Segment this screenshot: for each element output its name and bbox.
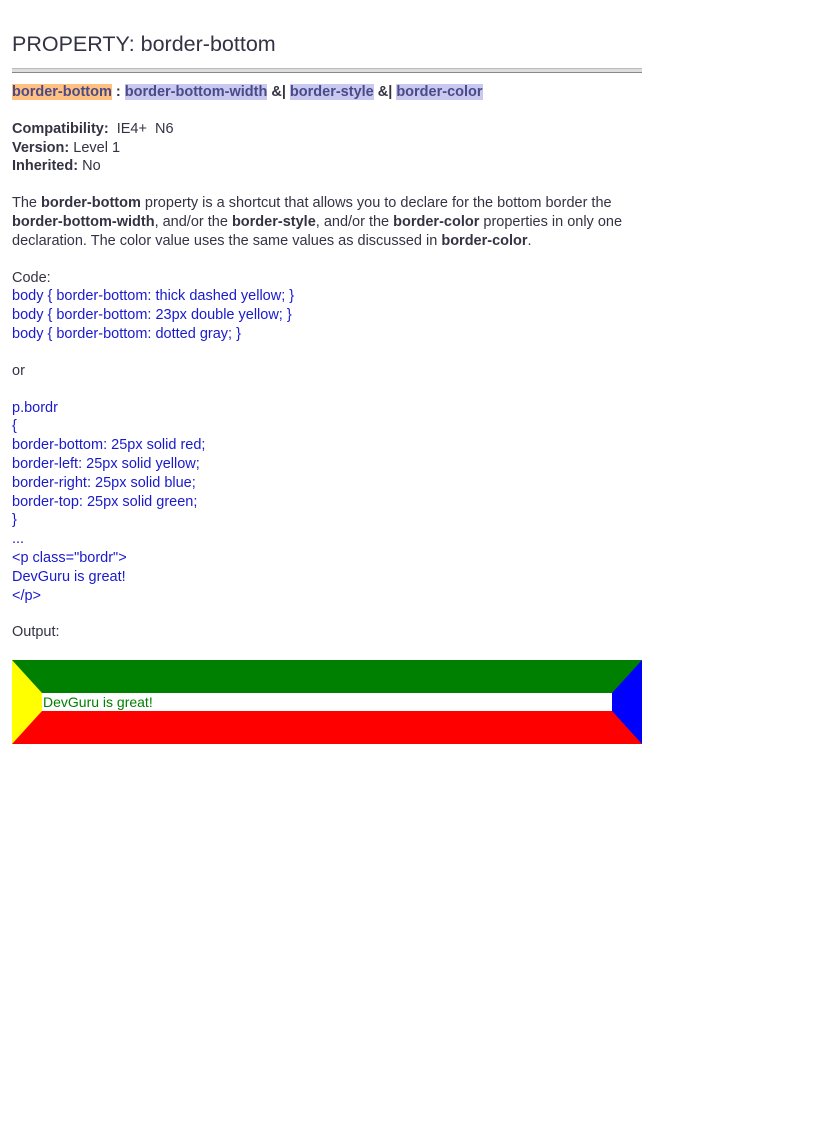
link-border-color[interactable]: border-color bbox=[396, 84, 483, 100]
code-line: { bbox=[12, 418, 17, 435]
code-line: </p> bbox=[12, 587, 42, 604]
page bbox=[12, 30, 642, 744]
compatibility-value: IE4+ N6 bbox=[116, 120, 174, 137]
link-border-bottom-width[interactable]: border-bottom-width bbox=[124, 84, 268, 100]
description-text: properties in only one declaration. The color value uses the same values as discussed in bbox=[12, 213, 623, 249]
description-term: border-color bbox=[441, 232, 528, 249]
syntax-separator: : bbox=[111, 84, 125, 100]
or-text: or bbox=[12, 362, 25, 379]
code-line: body { border-bottom: 23px double yellow; } bbox=[12, 307, 292, 324]
code-line: border-right: 25px solid blue; bbox=[12, 474, 196, 491]
code-line: <p class="bordr"> bbox=[12, 549, 127, 566]
version-label: Version: bbox=[12, 139, 70, 156]
inherited-label: Inherited: bbox=[12, 158, 79, 175]
version-value: Level 1 bbox=[73, 139, 121, 156]
description-text: , and/or the bbox=[315, 213, 394, 230]
syntax-and-2: &| bbox=[373, 84, 397, 100]
demo-text: DevGuru is great! bbox=[43, 694, 153, 711]
description-text: . bbox=[527, 232, 532, 249]
code-line: body { border-bottom: thick dashed yellow; } bbox=[12, 288, 295, 305]
title-divider bbox=[12, 68, 642, 73]
description-term: border-color bbox=[393, 213, 480, 230]
page-title: PROPERTY: border-bottom bbox=[12, 32, 276, 56]
description-text: , and/or the bbox=[154, 213, 232, 230]
code-label: Code: bbox=[12, 269, 51, 286]
description bbox=[12, 194, 642, 250]
code-line: p.bordr bbox=[12, 399, 58, 416]
meta-block bbox=[12, 120, 642, 176]
link-border-style[interactable]: border-style bbox=[289, 84, 374, 100]
description-text: The bbox=[12, 195, 42, 212]
description-text: property is a shortcut that allows you to declare for the bottom border the bbox=[140, 195, 612, 212]
syntax-line bbox=[12, 83, 642, 102]
code-line: border-bottom: 25px solid red; bbox=[12, 437, 206, 454]
code-line: body { border-bottom: dotted gray; } bbox=[12, 325, 241, 342]
code-line: border-top: 25px solid green; bbox=[12, 493, 198, 510]
code-line: border-left: 25px solid yellow; bbox=[12, 455, 200, 472]
code-line: ... bbox=[12, 531, 25, 548]
code-block-1 bbox=[12, 287, 642, 343]
code-line: } bbox=[12, 512, 17, 529]
version-row bbox=[12, 139, 642, 158]
bordered-output-demo bbox=[12, 660, 642, 744]
syntax-and-1: &| bbox=[267, 84, 290, 100]
syntax-self: border-bottom bbox=[12, 84, 112, 100]
compatibility-row bbox=[12, 120, 642, 139]
compatibility-label: Compatibility: bbox=[12, 120, 109, 137]
description-term: border-bottom bbox=[41, 195, 141, 212]
code-line: DevGuru is great! bbox=[12, 568, 126, 585]
description-term: border-bottom-width bbox=[12, 213, 155, 230]
code-block-2 bbox=[12, 399, 642, 606]
description-term: border-style bbox=[231, 213, 316, 230]
inherited-value: No bbox=[82, 158, 101, 175]
inherited-row bbox=[12, 157, 642, 176]
output-label: Output: bbox=[12, 624, 60, 641]
